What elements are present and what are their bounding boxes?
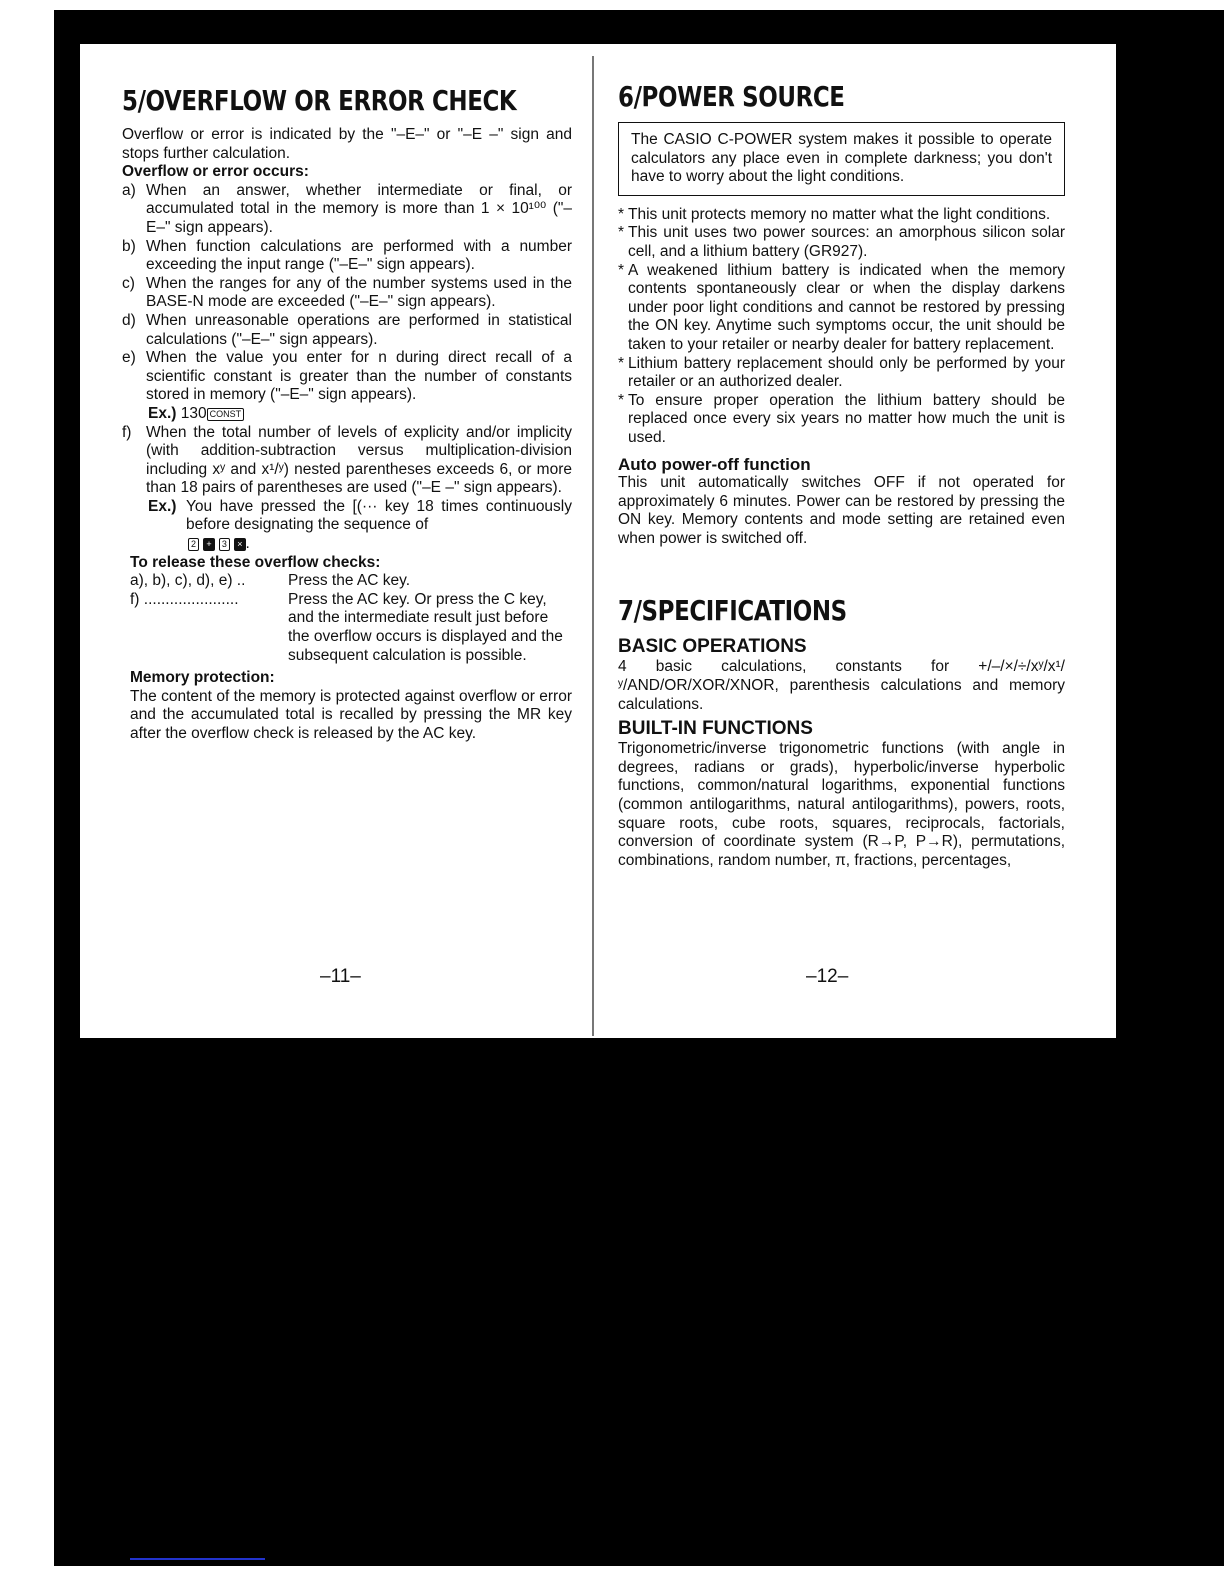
- built-in-functions-text: Trigonometric/inverse trigonometric functions (with angle in degrees, radians or grads), hyperbolic/inverse hyperbolic functions, common/natural logarithms, exponential functions (common antilogarithms, natural antilogarithms), powers, roots, square roots, cube roots, squares, reciprocals, factorials, conversion of coordinate system (R→P, P→R), permutations, combinations, random number, π, fractions, percentages,: [618, 740, 1065, 869]
- page-number-left: –11–: [320, 966, 361, 987]
- section-heading-power: 6/POWER SOURCE: [618, 80, 845, 113]
- bullet-item: * Lithium battery replacement should only be performed by your retailer or an authorized dealer.: [618, 354, 1065, 391]
- release-heading: To release these overflow checks:: [130, 553, 381, 571]
- left-page: [122, 84, 572, 744]
- example-label: Ex.): [148, 404, 177, 422]
- key-plus-icon: +: [203, 538, 214, 551]
- item-text: When an answer, whether intermediate or final, or accumulated total in the memory is more than 1 × 10¹⁰⁰ ("–E–" sign appears).: [146, 181, 572, 236]
- item-text: When the value you enter for n during direct recall of a scientific constant is greater than the number of constants stored in memory ("–E–" sign appears).: [146, 349, 572, 404]
- cpower-box: [618, 122, 1065, 196]
- page-gutter: [592, 56, 594, 1036]
- release-label: a), b), c), d), e) ..: [130, 572, 246, 590]
- release-row: [122, 591, 572, 665]
- auto-power-off-text: This unit automatically switches OFF if not operated for approximately 6 minutes. Power can be restored by pressing the ON key. Memory contents and mode setting are retained even when power is switched off.: [618, 474, 1065, 547]
- key-2-icon: 2: [188, 538, 199, 551]
- memory-text: The content of the memory is protected against overflow or error and the accumulated total is recalled by pressing the MR key after the overflow check is released by the AC key.: [130, 687, 572, 742]
- item-label: f): [122, 423, 132, 441]
- release-row: [122, 572, 572, 591]
- item-label: a): [122, 181, 136, 199]
- item-label: d): [122, 311, 136, 329]
- list-item: [122, 182, 572, 238]
- bullet-text: This unit protects memory no matter what the light conditions.: [628, 205, 1051, 223]
- list-item: [122, 238, 572, 275]
- key-multiply-icon: ×: [234, 538, 245, 551]
- const-key-icon: CONST: [207, 408, 245, 421]
- bullet-item: * A weakened lithium battery is indicated when the memory contents spontaneously clear or when the display darkens under poor light conditions and cannot be restored by pressing the ON key. Anytime such symptoms occur, the unit should be taken to your retailer or nearby dealer for battery replacement.: [618, 261, 1065, 353]
- section-heading-overflow: 5/OVERFLOW OR ERROR CHECK: [122, 84, 517, 117]
- memory-heading: Memory protection:: [130, 669, 275, 687]
- basic-operations-text: 4 basic calculations, constants for +/–/×/÷/xʸ/x¹/ʸ/AND/OR/XOR/XNOR, parenthesis calculations and memory calculations.: [618, 658, 1065, 713]
- page-number-right: –12–: [806, 966, 849, 987]
- release-text: Press the AC key.: [288, 572, 411, 590]
- bullet-text: This unit uses two power sources: an amorphous silicon solar cell, and a lithium battery (GR927).: [628, 224, 1065, 260]
- box-text: The CASIO C-POWER system makes it possible to operate calculators any place even in complete darkness; you don't have to worry about the light conditions.: [631, 131, 1052, 186]
- list-item: [122, 424, 572, 498]
- right-page: [618, 80, 1065, 870]
- blue-edge-line: [130, 1558, 265, 1560]
- list-item: [122, 349, 572, 405]
- list-item: [122, 275, 572, 312]
- section-heading-specifications: 7/SPECIFICATIONS: [618, 594, 847, 628]
- release-label: f) ......................: [130, 590, 239, 608]
- basic-operations-heading: BASIC OPERATIONS: [618, 636, 807, 658]
- bullet-item: * This unit protects memory no matter what the light conditions.: [618, 206, 1065, 225]
- key-3-icon: 3: [219, 538, 230, 551]
- item-text: When the total number of levels of explicity and/or implicity (with addition-subtraction versus multiplication-division including xʸ and x¹/ʸ) nested parentheses exceeds 6, or more than 18 pairs of parentheses are used ("–E –" sign appears).: [146, 423, 572, 497]
- item-label: c): [122, 274, 135, 292]
- example-text: You have pressed the [(··· key 18 times continuously before designating the sequence of: [186, 497, 572, 534]
- occurs-heading: Overflow or error occurs:: [122, 163, 309, 181]
- bullet-item: * This unit uses two power sources: an amorphous silicon solar cell, and a lithium battery (GR927).: [618, 224, 1065, 260]
- example-label: Ex.): [148, 497, 177, 515]
- item-text: When function calculations are performed with a number exceeding the input range ("–E–" sign appears).: [146, 237, 572, 274]
- auto-power-off-heading: Auto power-off function: [618, 454, 811, 474]
- bullet-text: A weakened lithium battery is indicated when the memory contents spontaneously clear or when the display darkens under poor light conditions and cannot be restored by pressing the ON key. Anytime such symptoms occur, the unit should be taken to your retailer or nearby dealer for battery replacement.: [628, 261, 1065, 353]
- item-label: b): [122, 237, 136, 255]
- built-in-functions-heading: BUILT-IN FUNCTIONS: [618, 718, 813, 740]
- item-text: When the ranges for any of the number systems used in the BASE-N mode are exceeded ("–E–" sign appears).: [146, 274, 572, 311]
- example-value: 130: [180, 404, 207, 422]
- example-f: [122, 498, 572, 535]
- bullet-text: Lithium battery replacement should only be performed by your retailer or an authorized dealer.: [628, 354, 1065, 391]
- item-text: When unreasonable operations are performed in statistical calculations ("–E–" sign appears).: [146, 311, 572, 348]
- overflow-intro: Overflow or error is indicated by the "–E–" or "–E –" sign and stops further calculation.: [122, 126, 572, 162]
- list-item: [122, 312, 572, 349]
- example-e: [122, 405, 572, 424]
- bullet-text: To ensure proper operation the lithium battery should be replaced once every six years no matter how much the unit is used.: [628, 391, 1065, 446]
- release-text: Press the AC key. Or press the C key, and the intermediate result just before the overflow occurs is displayed and the subsequent calculation is possible.: [288, 590, 563, 664]
- key-sequence: 2 + 3 × .: [122, 535, 572, 554]
- bullet-item: * To ensure proper operation the lithium battery should be replaced once every six years no matter how much the unit is used.: [618, 391, 1065, 446]
- item-label: e): [122, 349, 136, 367]
